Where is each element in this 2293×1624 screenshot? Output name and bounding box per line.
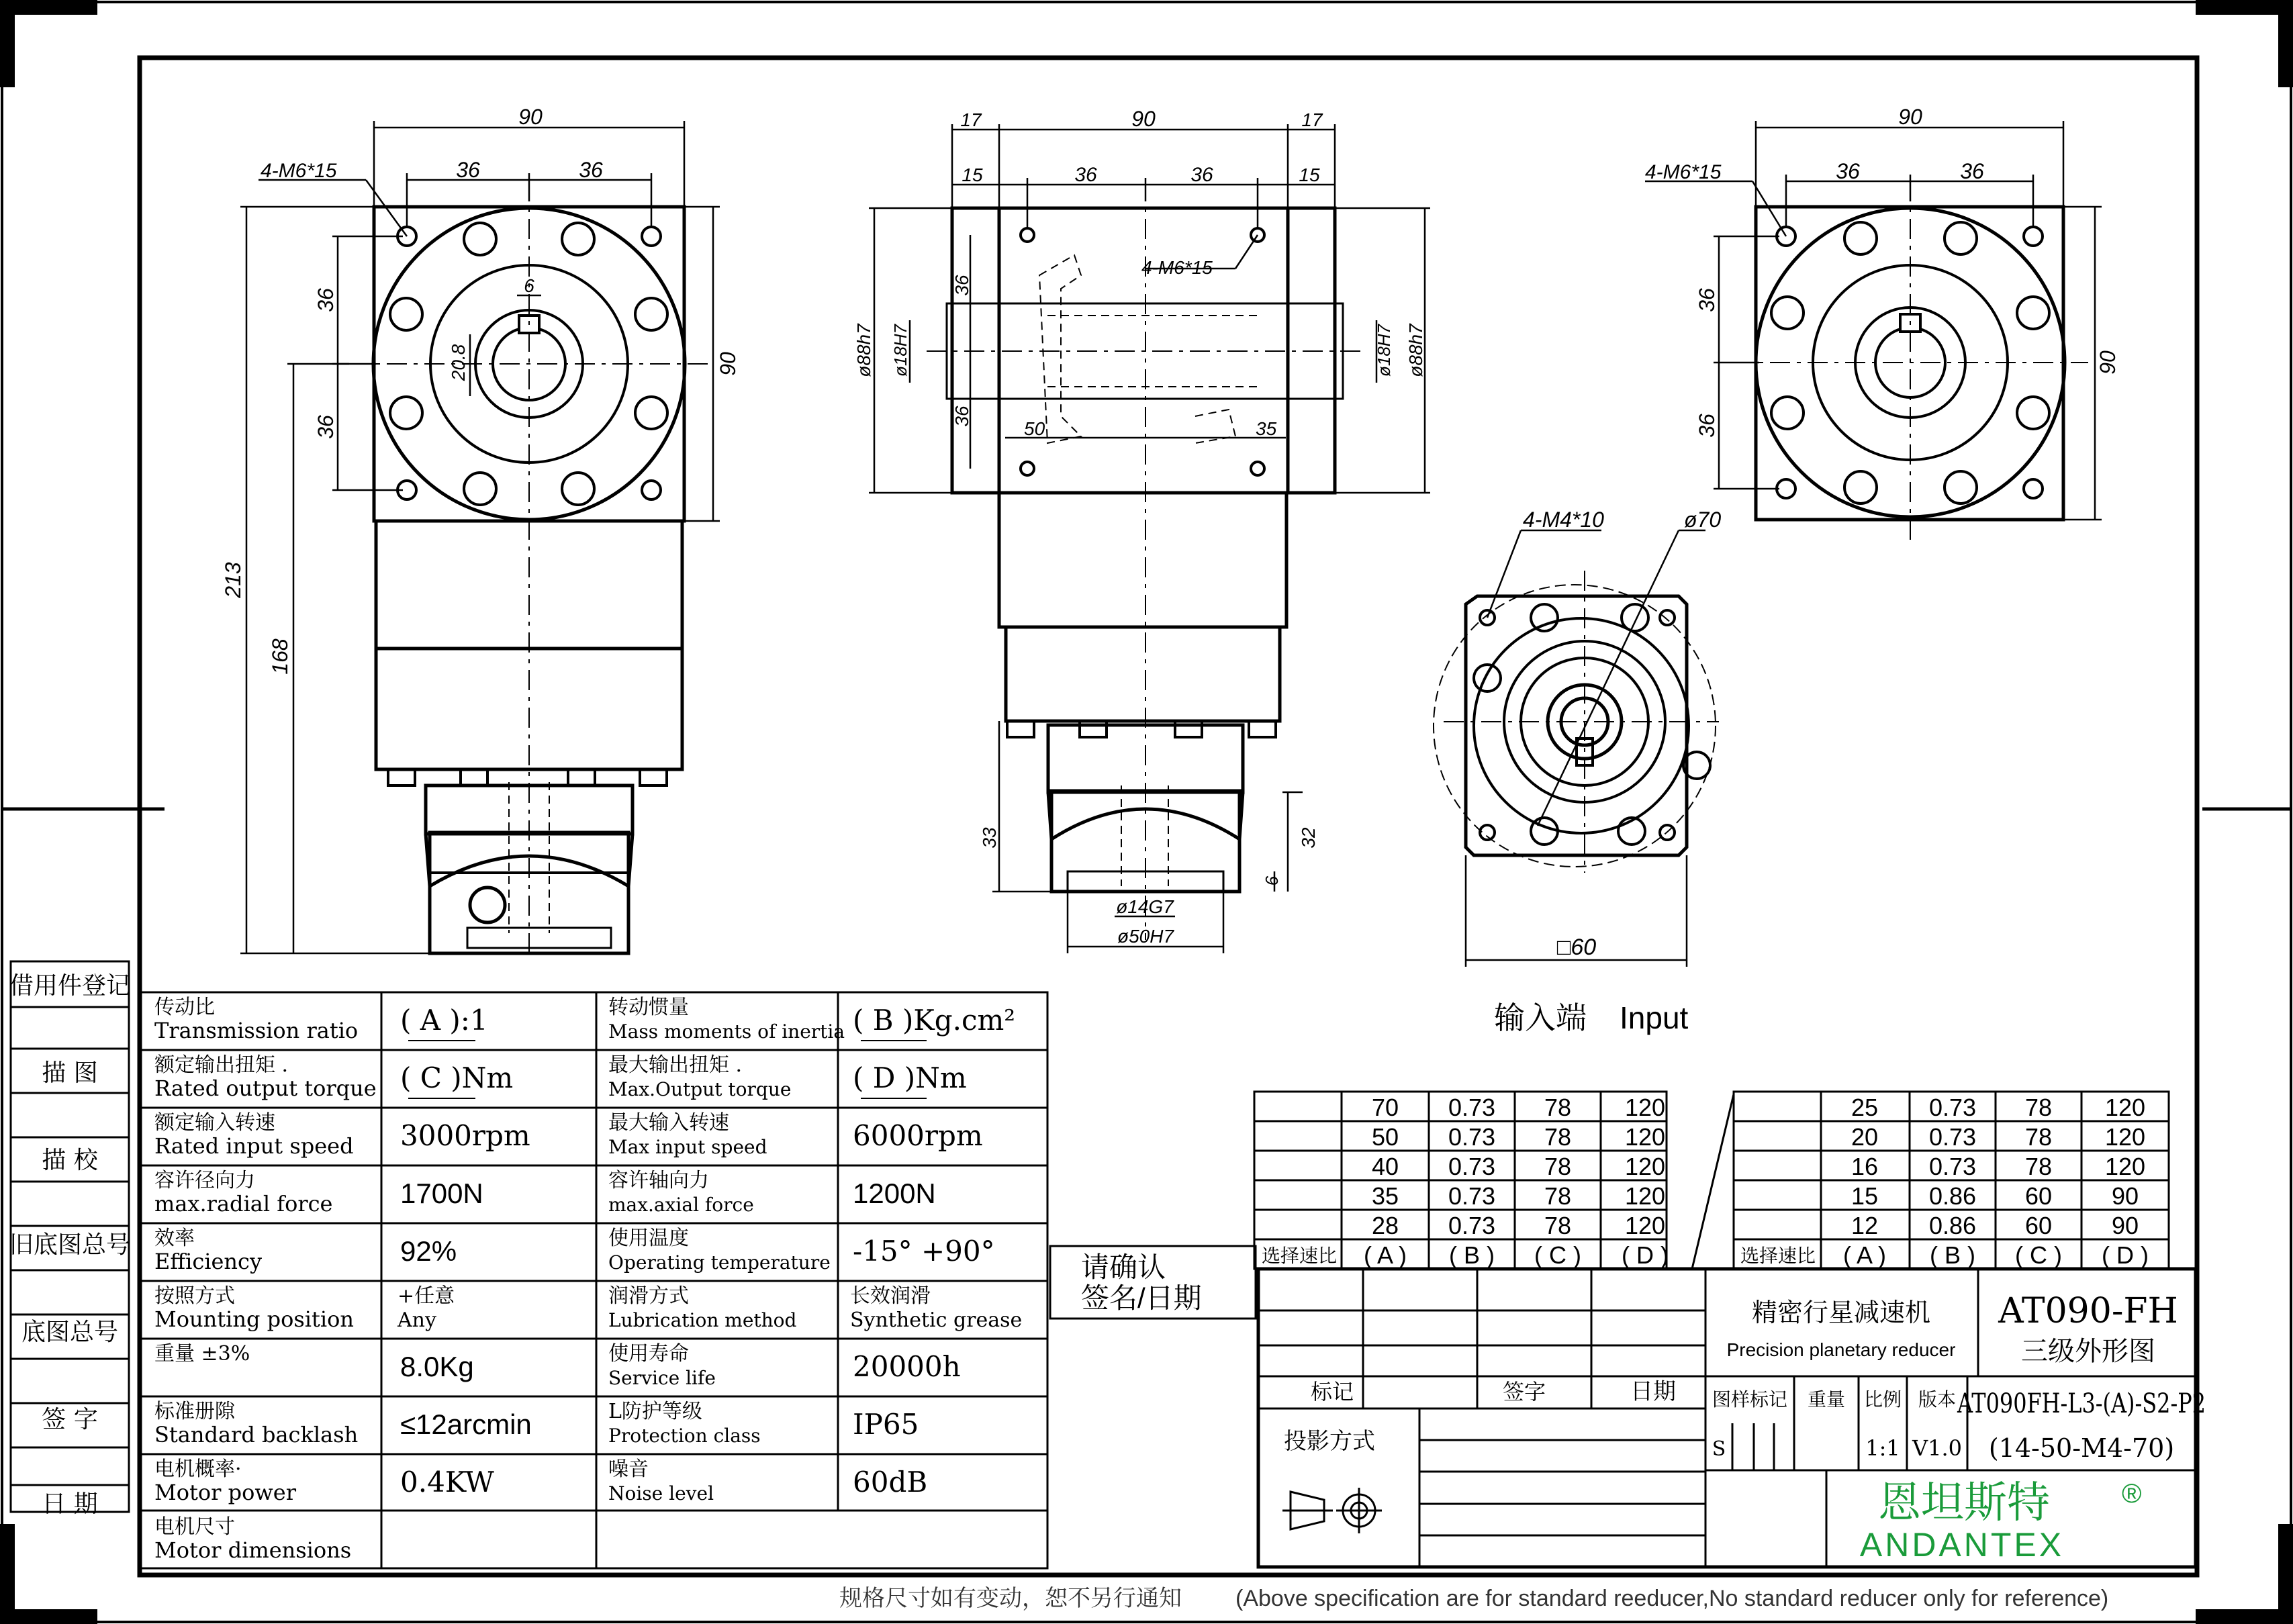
projection-symbol [1282,1488,1382,1533]
spec-cell-text: 20000h [853,1350,961,1383]
ratio-cell-text: 78 [2024,1123,2053,1151]
ratio-cell-text: ( B ) [1930,1241,1975,1269]
spec-cell-text: Max input speed [608,1136,767,1158]
svg-text:15: 15 [1299,164,1320,185]
footer [839,1585,2108,1612]
spec-cell-text: 8.0Kg [400,1351,474,1382]
spec-cell-text: Service life [608,1367,716,1389]
svg-text:日期: 日期 [1630,1379,1676,1404]
svg-text:图样标记: 图样标记 [1712,1388,1788,1411]
svg-text:4-M4*10: 4-M4*10 [1523,508,1604,532]
outer-border [2,2,2291,1622]
svg-text:ø50H7: ø50H7 [1117,926,1174,947]
ratio-cell-text: ( B ) [1449,1241,1495,1269]
spec-cell-text: Synthetic grease [850,1308,1023,1332]
ratio-cell-text: 90 [2111,1212,2139,1239]
side-view [927,181,1363,940]
ratio-cell-text: 0.73 [1448,1153,1496,1180]
ratio-cell-text: 0.73 [1448,1212,1496,1239]
svg-text:请确认: 请确认 [1081,1251,1166,1283]
ratio-cell-text: 0.73 [1928,1094,1977,1121]
ratio-cell-text: 0.73 [1448,1123,1496,1151]
svg-text:90: 90 [518,105,543,129]
spec-cell-text: 长效润滑 [850,1284,931,1308]
svg-text:90: 90 [1131,107,1156,131]
svg-text:借用件登记: 借用件登记 [9,972,131,1000]
svg-text:重量: 重量 [1807,1388,1846,1411]
spec-cell-text: max.axial force [608,1194,754,1216]
ratio-cell-text: 90 [2111,1182,2139,1210]
spec-cell-text: 效率 [154,1227,195,1250]
spec-cell-text: 最大输出扭矩 . [608,1053,743,1077]
ratio-cell-text: 20 [1851,1123,1879,1151]
svg-text:Precision planetary reducer: Precision planetary reducer [1726,1339,1956,1360]
spec-cell-text: 重量 ±3% [154,1342,250,1366]
svg-text:S: S [1712,1437,1726,1461]
svg-text:ø88h7: ø88h7 [853,324,874,377]
svg-text:6: 6 [1262,875,1282,886]
svg-text:签字: 签字 [1502,1379,1546,1404]
svg-text:签名/日期: 签名/日期 [1081,1282,1202,1314]
spec-cell-text: 按照方式 [154,1284,235,1308]
ratio-cell-text: 78 [2024,1153,2053,1180]
svg-text:33: 33 [979,827,1000,849]
svg-text:输入端: 输入端 [1494,1000,1587,1035]
spec-cell-text: 润滑方式 [608,1284,689,1308]
spec-cell-text: 92% [400,1235,457,1267]
ratio-cell-text: 50 [1371,1123,1399,1151]
front-view [349,181,708,957]
title-block-text [1284,1291,2206,1564]
svg-text:36: 36 [1695,288,1719,312]
svg-text:36: 36 [314,288,338,312]
ratio-cell-text: 120 [2104,1153,2146,1180]
spec-cell-text: Max.Output torque [608,1078,792,1100]
spec-cell-text: Protection class [608,1425,761,1447]
spec-cell-text: Mounting position [154,1306,354,1332]
ratio-cell-text: 120 [1624,1094,1666,1121]
ratio-cell-text: ( A ) [1842,1241,1887,1269]
ratio-cell-text: 16 [1851,1153,1879,1180]
svg-text:ø18H7: ø18H7 [890,324,910,377]
spec-cell-text: 6000rpm [853,1119,983,1152]
svg-text:36: 36 [314,415,338,439]
ratio-cell-text: 78 [1544,1153,1572,1180]
spec-cell-text: max.radial force [154,1191,333,1216]
spec-cell-text: 传动比 [154,996,215,1019]
spec-cell-text: 额定输入转速 [154,1111,275,1135]
svg-text:90: 90 [2096,350,2120,375]
svg-text:32: 32 [1298,827,1319,849]
svg-text:36: 36 [1695,414,1719,438]
side-box-text [9,972,130,1518]
ratio-cell-text: 120 [1624,1123,1666,1151]
svg-text:168: 168 [268,638,292,675]
ratio-cell-text: 12 [1851,1212,1879,1239]
ratio-cell-text: 120 [1624,1153,1666,1180]
svg-text:描 图: 描 图 [42,1059,98,1087]
svg-text:(14-50-M4-70): (14-50-M4-70) [1988,1433,2175,1463]
svg-text:36: 36 [1190,164,1213,186]
spec-cell-text: Rated output torque [154,1076,377,1101]
svg-text:ø70: ø70 [1684,508,1722,532]
svg-text:4-M6*15: 4-M6*15 [1141,257,1213,278]
svg-text:投影方式: 投影方式 [1284,1428,1375,1455]
spec-cell-text: 额定输出扭矩 . [154,1053,289,1077]
ratio-cell-text: ( C ) [2015,1241,2062,1269]
svg-text:17: 17 [960,109,982,130]
svg-text:精密行星减速机: 精密行星减速机 [1751,1299,1931,1327]
spec-cell-text: Noise level [608,1482,714,1504]
spec-cell-text: 电机概率· [154,1458,242,1481]
svg-text:15: 15 [962,164,983,185]
ratio-cell-text: 60 [2024,1182,2053,1210]
confirm-box [1050,1246,1256,1319]
spec-table-text [154,996,1022,1563]
spec-cell-text: ≤12arcmin [400,1408,532,1440]
svg-text:6: 6 [524,275,534,296]
svg-text:4-M6*15: 4-M6*15 [1645,161,1722,183]
spec-cell-text: -15° +90° [853,1235,995,1268]
svg-text:36: 36 [951,275,972,296]
ratio-cell-text: 78 [2024,1094,2053,1121]
svg-text:AT090FH-L3-(A)-S2-P2: AT090FH-L3-(A)-S2-P2 [1957,1388,2206,1419]
spec-cell-text: Motor power [154,1480,296,1505]
svg-text:213: 213 [221,562,245,598]
ratio-cell-text: 78 [1544,1094,1572,1121]
svg-text:35: 35 [1256,418,1277,439]
svg-text:90: 90 [716,352,740,376]
spec-cell-text: Standard backlash [154,1422,359,1447]
spec-cell-text: L防护等级 [608,1400,702,1423]
svg-text:版本: 版本 [1918,1388,1957,1411]
svg-text:ø14G7: ø14G7 [1116,896,1174,917]
ratio-cell-text: ( D ) [1622,1241,1669,1269]
svg-text:50: 50 [1024,418,1045,439]
ratio-cell-text: 0.73 [1928,1153,1977,1180]
svg-text:描 校: 描 校 [42,1147,98,1174]
ratio-cell-text: 120 [1624,1212,1666,1239]
spec-cell-text: Rated input speed [154,1133,354,1159]
ratio-cell-text: 15 [1851,1182,1879,1210]
spec-cell-text: Operating temperature [608,1251,831,1274]
spec-cell-text: IP65 [853,1408,919,1441]
spec-cell-text: Mass moments of inertia [608,1020,845,1043]
ratio-cell-text: 78 [1544,1123,1572,1151]
ratio-cell-text: 0.86 [1928,1212,1977,1239]
front-dim-text [221,105,740,675]
spec-cell-text: +任意 [397,1284,455,1308]
svg-text:标记: 标记 [1310,1379,1354,1404]
svg-text:20.8: 20.8 [448,344,469,381]
svg-text:36: 36 [951,405,972,427]
spec-cell-text: 噪音 [608,1458,649,1481]
svg-text:V1.0: V1.0 [1912,1435,1962,1461]
ratio-cell-text: 选择速比 [1740,1245,1816,1266]
spec-cell-text: Lubrication method [608,1309,797,1331]
spec-cell-text: 1700N [400,1178,483,1209]
spec-cell-text: Efficiency [154,1249,263,1274]
svg-text:ø88h7: ø88h7 [1405,324,1426,377]
ratio-cell-text: 40 [1371,1153,1399,1180]
svg-text:®: ® [2122,1479,2142,1509]
svg-text:36: 36 [579,158,603,182]
svg-text:恩坦斯特: 恩坦斯特 [1878,1478,2050,1527]
spec-cell-text: Transmission ratio [154,1018,359,1043]
svg-text:旧底图总号: 旧底图总号 [9,1231,131,1259]
ratio-cell-text: 0.73 [1448,1182,1496,1210]
svg-text:ø18H7: ø18H7 [1374,324,1394,377]
ratio-cell-text: 120 [1624,1182,1666,1210]
svg-text:36: 36 [1836,159,1860,183]
spec-cell-text: 容许轴向力 [608,1169,709,1192]
svg-text:ANDANTEX: ANDANTEX [1859,1526,2065,1564]
ratio-cell-text: 78 [1544,1212,1572,1239]
spec-cell-text: 转动惯量 [608,996,689,1019]
spec-cell-text: 使用温度 [608,1227,689,1250]
ratio-cell-text: 0.73 [1448,1094,1496,1121]
ratio-cell-text: 120 [2104,1094,2146,1121]
spec-cell-text: ( D )Nm [853,1061,967,1094]
input-view [1434,571,1719,873]
svg-text:Input: Input [1620,1000,1689,1035]
ratio-cell-text: 选择速比 [1261,1245,1338,1266]
svg-text:36: 36 [1074,164,1097,186]
corner-marks [7,7,2286,1617]
ratio-cell-text: 60 [2024,1212,2053,1239]
svg-text:17: 17 [1301,109,1323,130]
svg-text:三级外形图: 三级外形图 [2021,1337,2155,1366]
spec-cell-text: 0.4KW [400,1466,494,1498]
svg-text:签 字: 签 字 [42,1406,98,1433]
ratio-cell-text: ( D ) [2102,1241,2149,1269]
svg-text:日 期: 日 期 [42,1490,98,1518]
svg-text:36: 36 [1960,159,1984,183]
svg-text:36: 36 [456,158,480,182]
spec-cell-text: 1200N [853,1178,936,1209]
svg-text:□60: □60 [1556,935,1597,960]
spec-cell-text: ( A ):1 [400,1004,488,1037]
svg-text:(Above specification are for s: (Above specification are for standard reeducer,No standard reducer only for reference) [1235,1586,2109,1611]
spec-cell-text: Motor dimensions [154,1537,352,1563]
spec-cell-text: 使用寿命 [608,1342,689,1366]
svg-text:AT090-FH: AT090-FH [1998,1291,2178,1331]
ratio-cell-text: 25 [1851,1094,1879,1121]
ratio-cell-text: 0.73 [1928,1123,1977,1151]
ratio-cell-text: ( A ) [1363,1241,1407,1269]
svg-text:比例: 比例 [1863,1388,1902,1411]
ratio-cell-text: 70 [1371,1094,1399,1121]
side-dim-text [853,107,1426,947]
spec-cell-text: 3000rpm [400,1119,530,1152]
svg-text:1:1: 1:1 [1865,1435,1900,1461]
svg-text:规格尺寸如有变动，恕不另行通知: 规格尺寸如有变动，恕不另行通知 [839,1585,1182,1612]
spec-cell-text: 标准册隙 [154,1400,235,1423]
svg-text:底图总号: 底图总号 [21,1319,119,1346]
spec-cell-text: ( B )Kg.cm² [853,1004,1016,1037]
spec-cell-text: 电机尺寸 [154,1515,235,1539]
svg-text:90: 90 [1898,105,1922,129]
ratio-cell-text: 0.86 [1928,1182,1977,1210]
spec-cell-text: Any [397,1308,436,1332]
ratio-cell-text: 78 [1544,1182,1572,1210]
spec-cell-text: ( C )Nm [400,1061,514,1094]
spec-cell-text: 60dB [853,1466,928,1498]
ratio-cell-text: 120 [2104,1123,2146,1151]
ratio-cell-text: 28 [1371,1212,1399,1239]
ratio-cell-text: ( C ) [1534,1241,1581,1269]
spec-cell-text: 最大输入转速 [608,1111,729,1135]
spec-cell-text: 容许径向力 [154,1169,255,1192]
ratio-cell-text: 35 [1371,1182,1399,1210]
back-dim-text [1645,105,2120,438]
svg-text:4-M6*15: 4-M6*15 [261,160,337,182]
